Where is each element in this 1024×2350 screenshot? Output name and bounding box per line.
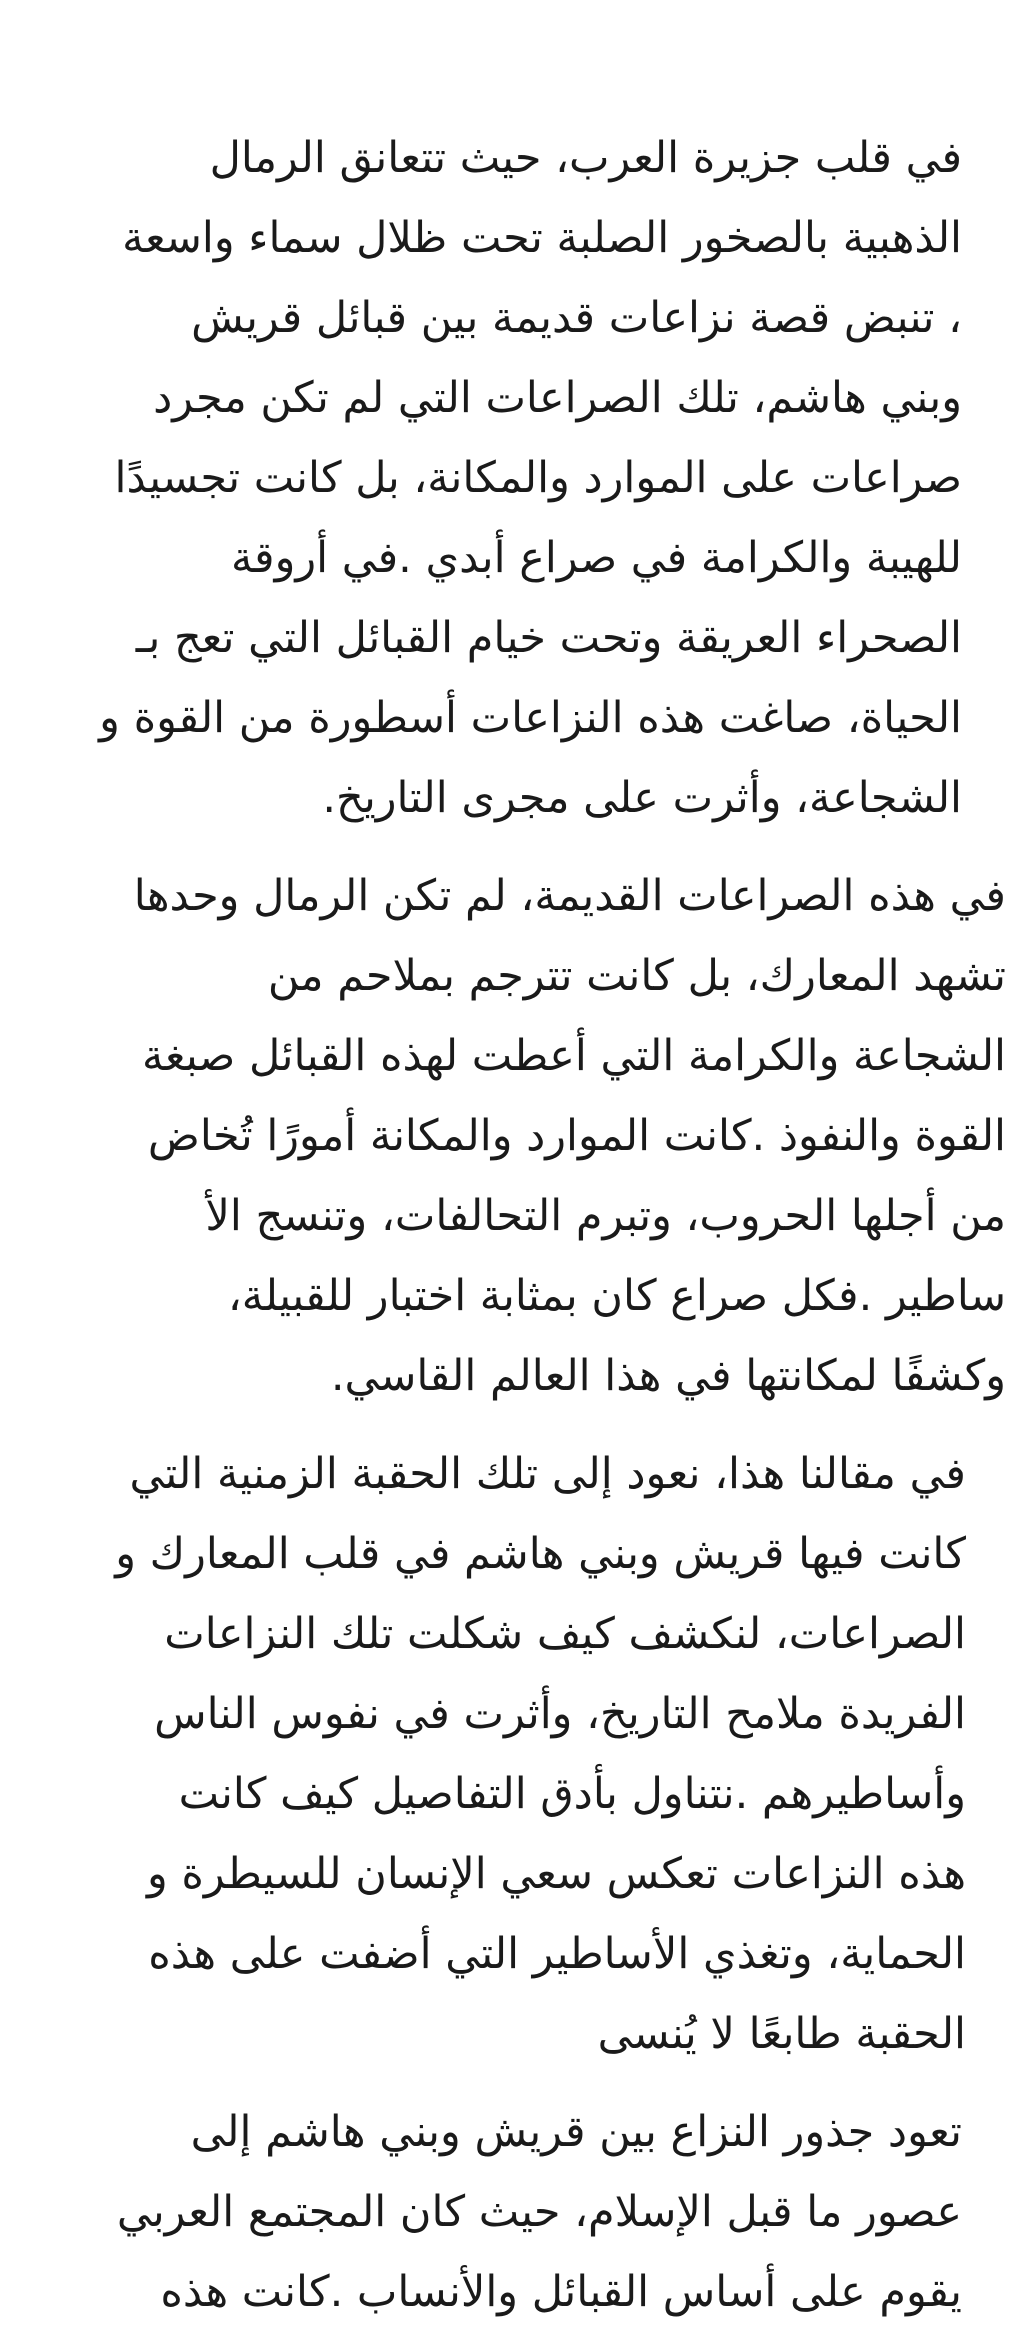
text-line: للهيبة والكرامة في صراع أبدي .في أروقة: [230, 533, 962, 583]
text-line: الشجاعة، وأثرت على مجرى التاريخ.: [322, 773, 962, 823]
text-line: الشجاعة والكرامة التي أعطت لهذه القبائل صبغة: [142, 1031, 1006, 1081]
text-line: في هذه الصراعات القديمة، لم تكن الرمال وحدها: [133, 871, 1006, 921]
text-line: صراعات على الموارد والمكانة، بل كانت تجسيدًا: [114, 453, 962, 503]
text-line: ساطير .فكل صراع كان بمثابة اختبار للقبيلة،: [227, 1271, 1006, 1321]
text-line: تعود جذور النزاع بين قريش وبني هاشم إلى: [190, 2107, 962, 2157]
text-line: الحياة، صاغت هذه النزاعات أسطورة من القوة و: [99, 693, 962, 743]
paragraph-3: [62, 1434, 966, 2074]
text-line: الحماية، وتغذي الأساطير التي أضفت على هذه: [148, 1929, 966, 1979]
text-line: وبني هاشم، تلك الصراعات التي لم تكن مجرد: [153, 373, 962, 423]
text-line: كانت فيها قريش وبني هاشم في قلب المعارك و: [115, 1529, 966, 1579]
text-line: من أجلها الحروب، وتبرم التحالفات، وتنسج الأ: [205, 1191, 1006, 1241]
text-line: وكشفًا لمكانتها في هذا العالم القاسي.: [330, 1351, 1006, 1401]
paragraph-2: [62, 856, 1006, 1416]
text-line: الحقبة طابعًا لا يُنسى: [597, 2009, 966, 2059]
text-line: تشهد المعارك، بل كانت تترجم بملاحم من: [267, 951, 1006, 1001]
text-line: القوة والنفوذ .كانت الموارد والمكانة أمورًا تُخاض: [147, 1111, 1006, 1161]
text-line: الذهبية بالصخور الصلبة تحت ظلال سماء واسعة: [122, 213, 962, 263]
text-line: هذه النزاعات تعكس سعي الإنسان للسيطرة و: [146, 1849, 966, 1899]
text-line: يقوم على أساس القبائل والأنساب .كانت هذه: [160, 2267, 962, 2317]
text-line: ، تنبض قصة نزاعات قديمة بين قبائل قريش: [191, 293, 962, 343]
text-line: في قلب جزيرة العرب، حيث تتعانق الرمال: [209, 133, 962, 183]
article-body: [62, 118, 1006, 2350]
text-line: في مقالنا هذا، نعود إلى تلك الحقبة الزمنية التي: [129, 1449, 966, 1499]
text-line: الصراعات، لنكشف كيف شكلت تلك النزاعات: [164, 1609, 966, 1659]
text-line: الصحراء العريقة وتحت خيام القبائل التي تعج بـ: [135, 613, 962, 663]
paragraph-1: [62, 118, 962, 838]
paragraph-4: [62, 2092, 962, 2332]
text-line: الفريدة ملامح التاريخ، وأثرت في نفوس الناس: [154, 1689, 966, 1739]
text-line: وأساطيرهم .نتناول بأدق التفاصيل كيف كانت: [178, 1769, 966, 1819]
text-line: عصور ما قبل الإسلام، حيث كان المجتمع العربي: [116, 2187, 962, 2237]
